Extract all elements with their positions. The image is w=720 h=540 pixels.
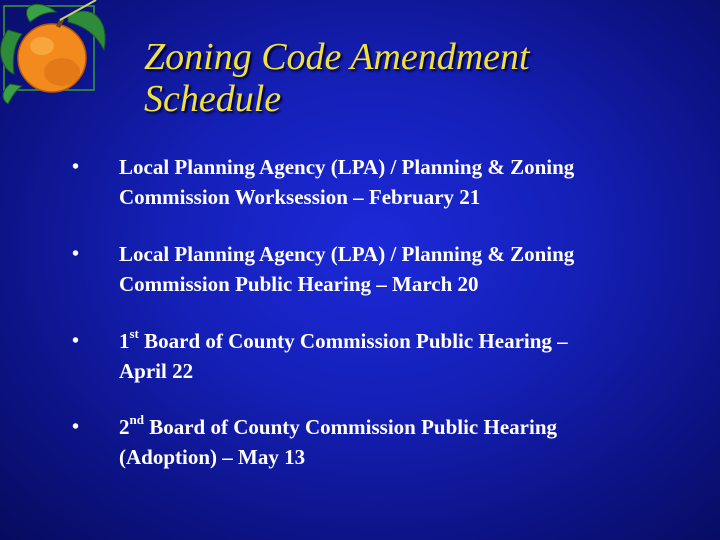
bullet-text xyxy=(119,239,679,299)
bullet-line-2: Commission Worksession – February 21 xyxy=(119,185,481,209)
bullet-line-2: April 22 xyxy=(119,359,194,383)
bullet-line-1: Board of County Commission Public Hearing – xyxy=(138,329,568,353)
ordinal-suffix: st xyxy=(129,326,139,341)
title-line-1: Zoning Code Amendment xyxy=(144,36,530,78)
bullet-marker: • xyxy=(72,243,80,265)
bullet-marker: • xyxy=(72,416,80,438)
bullet-line-1: Local Planning Agency (LPA) / Planning & Zoning xyxy=(119,155,575,179)
bullet-line-2: (Adoption) – May 13 xyxy=(119,445,306,469)
bullet-text xyxy=(119,412,679,472)
bullet-text xyxy=(119,152,679,212)
bullet-line-1: Local Planning Agency (LPA) / Planning & Zoning xyxy=(119,242,575,266)
bullet-line-1: Board of County Commission Public Hearing xyxy=(143,415,557,439)
ordinal-number: 1 xyxy=(119,329,130,353)
ordinal-suffix: nd xyxy=(129,412,144,427)
ordinal-number: 2 xyxy=(119,415,130,439)
bullet-line-2: Commission Public Hearing – March 20 xyxy=(119,272,479,296)
bullet-marker: • xyxy=(72,330,80,352)
bullet-marker: • xyxy=(72,156,80,178)
title-line-2: Schedule xyxy=(144,78,282,120)
bullet-text xyxy=(119,326,679,386)
